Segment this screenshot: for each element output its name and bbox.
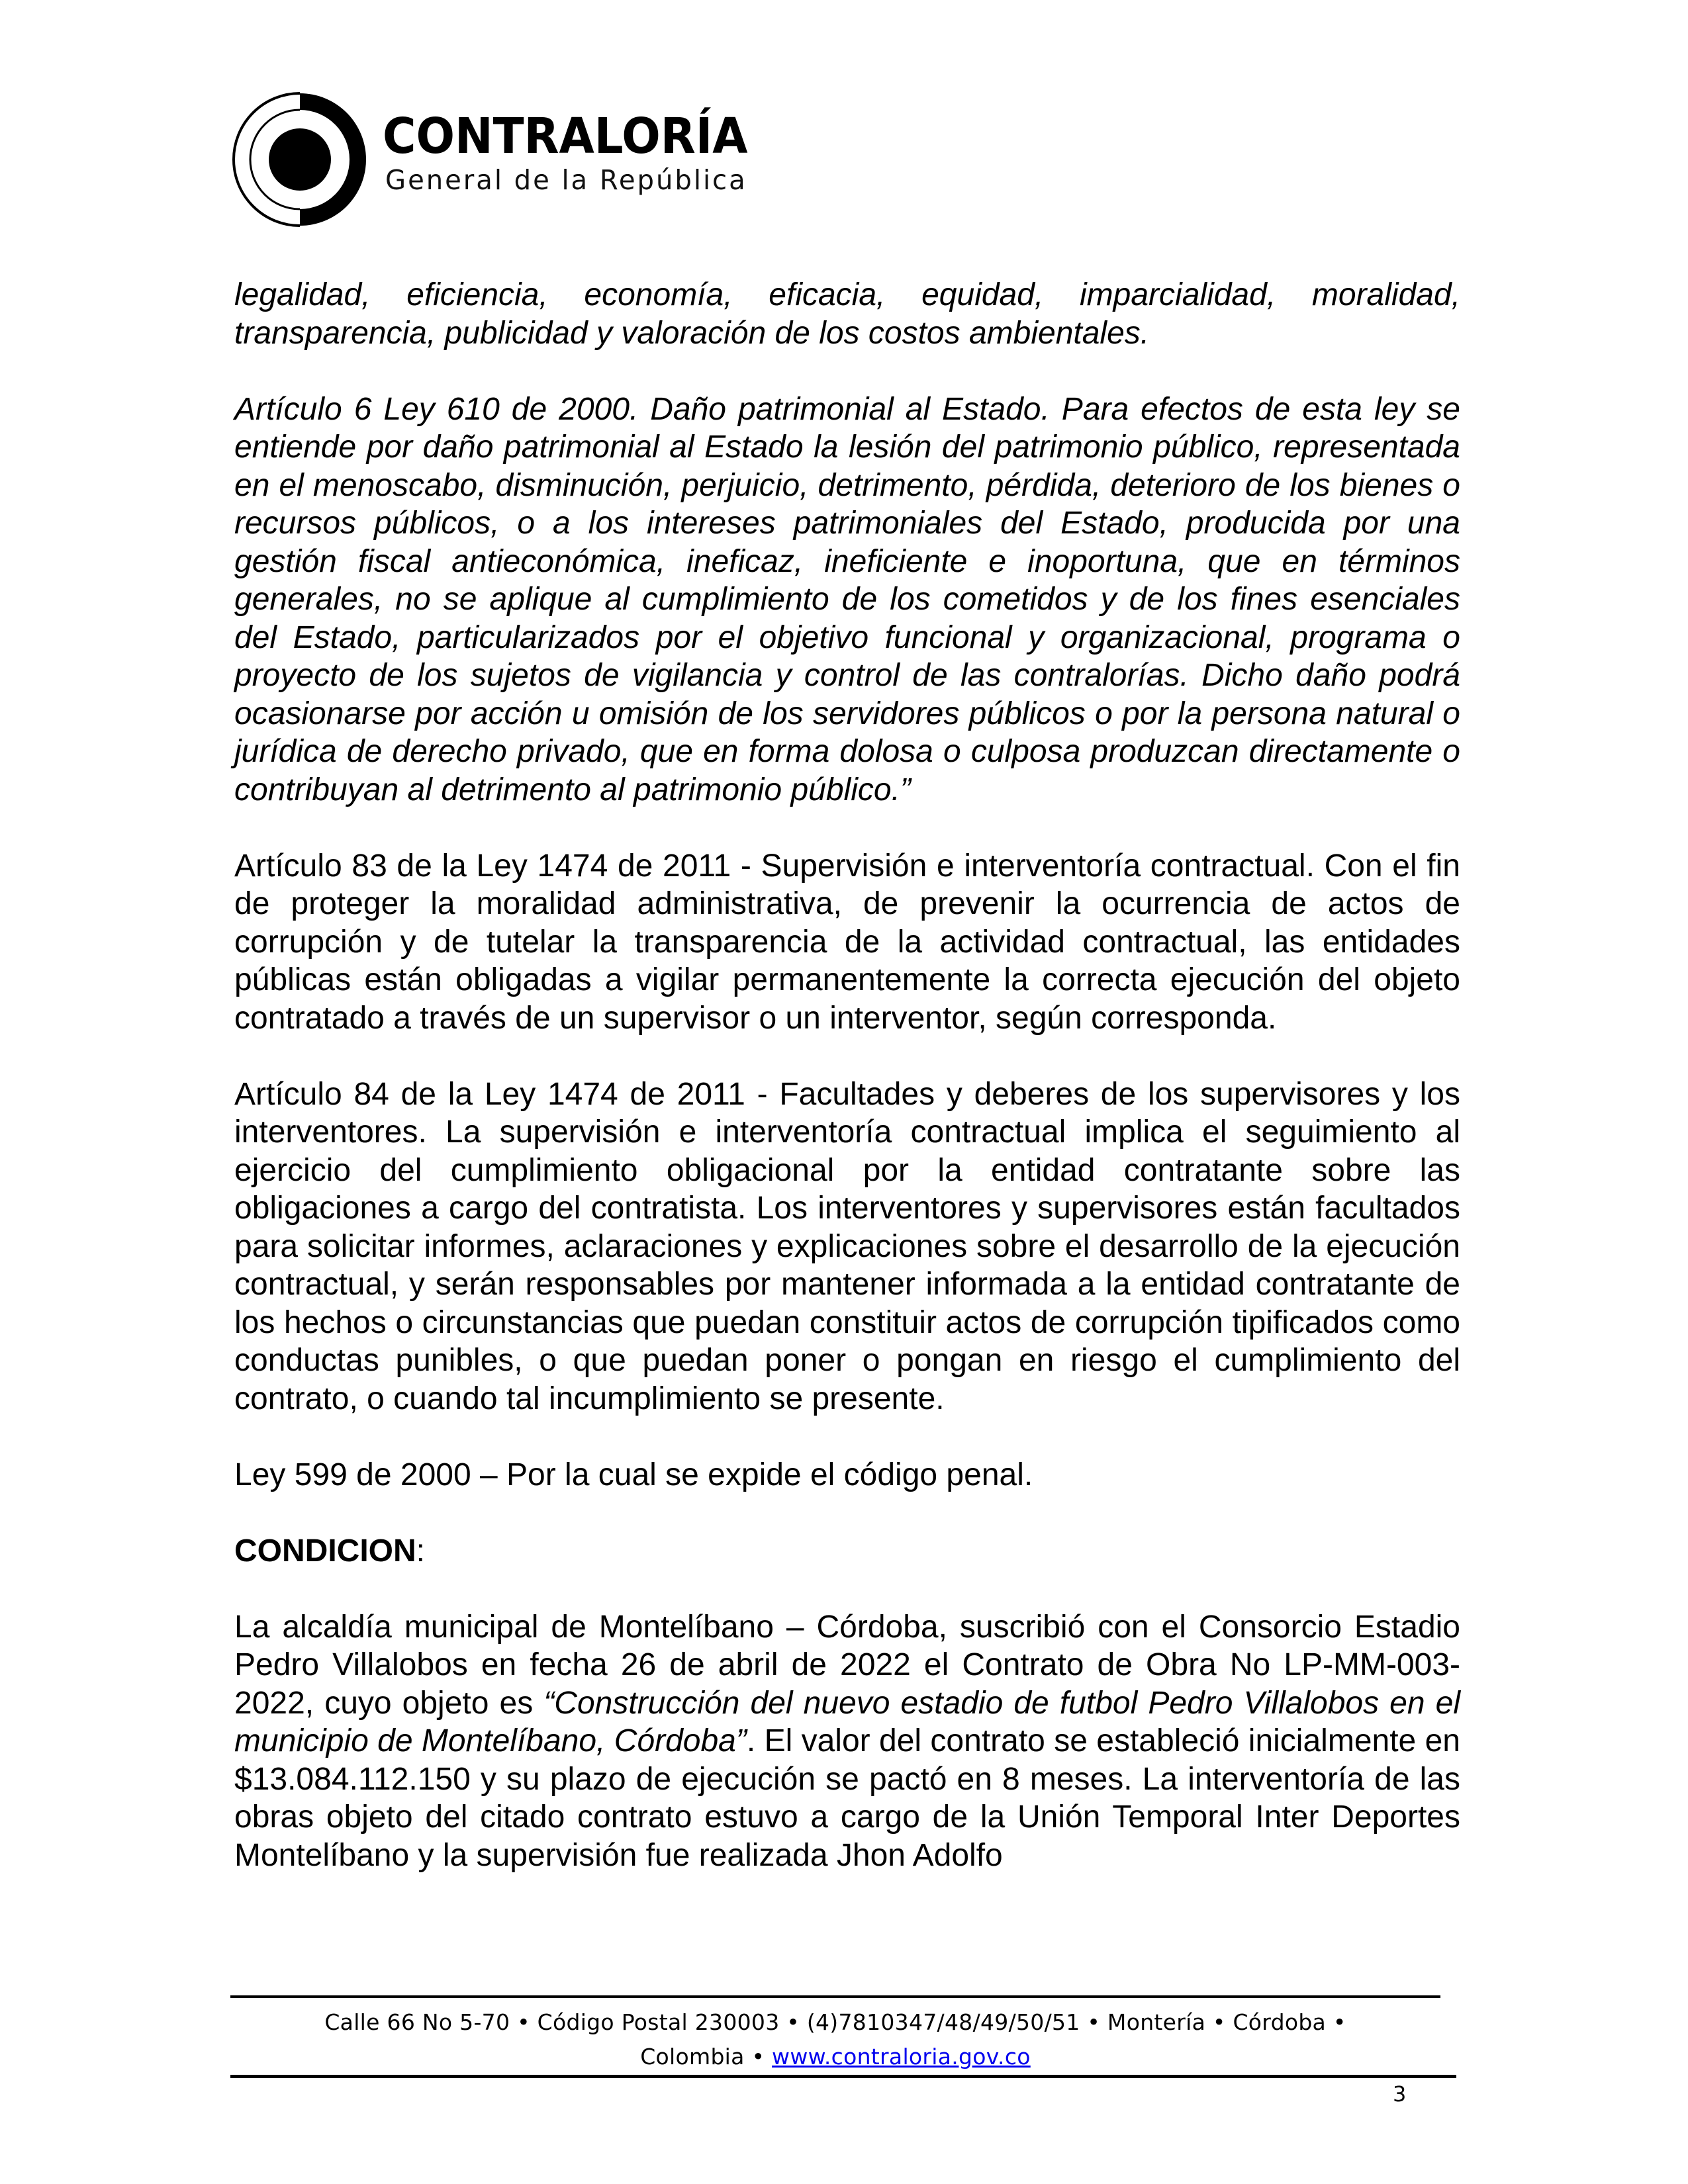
footer-divider-top [230,1995,1440,1998]
footer-country: Colombia • [640,2044,765,2070]
paragraph-principles: legalidad, eficiencia, economía, eficacia, equidad, imparcialidad, moralidad, transparencia, publicidad y valoración de los costos ambientales. [234,277,1460,351]
paragraph-condicion-contract [234,1608,1460,1875]
contract-text-part-3: . El valor del contrato se estableció inicialmente en $13.084.112.150 y su plazo de ejecución se pactó en 8 meses. La interventoría de las obras objeto del citado contrato estuvo a cargo de la Unión Temporal Inter Deportes Montelíbano y la supervisión fue realizada Jhon Adolfo [234,1723,1460,1873]
brand-subtitle: General de la República [385,164,747,196]
paragraph-ley-599: Ley 599 de 2000 – Por la cual se expide el código penal. [234,1457,1033,1492]
concentric-circle-logo-icon [232,91,368,228]
footer-country-line [230,2040,1440,2074]
paragraph-articulo-83-ley-1474: Artículo 83 de la Ley 1474 de 2011 - Supervisión e interventoría contractual. Con el fin de proteger la moralidad administrativa, de prevenir la ocurrencia de actos de corrupción y de tutelar la transparencia de la actividad contractual, las entidades públicas están obligadas a vigilar permanentemente la correcta ejecución del objeto contratado a través de un supervisor o un interventor, según corresponda. [234,848,1460,1036]
paragraph-articulo-6-ley-610: Artículo 6 Ley 610 de 2000. Daño patrimonial al Estado. Para efectos de esta ley se entiende por daño patrimonial al Estado la lesión del patrimonio público, representada en el menoscabo, disminución, perjuicio, detrimento, pérdida, deterioro de los bienes o recursos públicos, o a los intereses patrimoniales del Estado, producida por una gestión fiscal antieconómica, ineficaz, ineficiente e inoportuna, que en términos generales, no se aplique al cumplimiento de los cometidos y de los fines esenciales del Estado, particularizados por el objetivo funcional y organizacional, programa o proyecto de los sujetos de vigilancia y control de las contralorías. Dicho daño podrá ocasionarse por acción u omisión de los servidores públicos o por la persona natural o jurídica de derecho privado, que en forma dolosa o culposa produzcan directamente o contribuyan al detrimento al patrimonio público.” [234,391,1460,807]
contract-object-quote: “Construcción del nuevo estadio de futbol Pedro Villalobos en el municipio de Montelíbano, Córdoba” [234,1685,1461,1758]
footer-address-line: Calle 66 No 5-70 • Código Postal 230003 • (4)7810347/48/49/50/51 • Montería • Córdoba • [324,2009,1346,2035]
section-heading-condicion [234,1532,1460,1570]
website-link[interactable]: www.contraloria.gov.co [772,2044,1031,2070]
page-number: 3 [1393,2081,1407,2107]
contract-text-part-1: La alcaldía municipal de Montelíbano – Córdoba, suscribió con el Consorcio Estadio Pedro Villalobos en fecha 26 de abril de 2022 el Contrato de Obra No LP-MM-003-2022, cuyo objeto es [234,1609,1460,1721]
footer-divider-bottom [230,2075,1456,2078]
footer-address [230,2005,1440,2074]
brand-title: CONTRALORÍA [383,108,748,165]
document-body [234,276,1460,1913]
condicion-colon: : [416,1533,426,1569]
condicion-label: CONDICION [234,1533,416,1569]
paragraph-articulo-84-ley-1474: Artículo 84 de la Ley 1474 de 2011 - Facultades y deberes de los supervisores y los interventores. La supervisión e interventoría contractual implica el seguimiento al ejercicio del cumplimiento obligacional por la entidad contratante sobre las obligaciones a cargo del contratista. Los interventores y supervisores están facultados para solicitar informes, aclaraciones y explicaciones sobre el desarrollo de la ejecución contractual, y serán responsables por mantener informada a la entidad contratante de los hechos o circunstancias que puedan constituir actos de corrupción tipificados como conductas punibles, o que puedan poner o pongan en riesgo el cumplimiento del contrato, o cuando tal incumplimiento se presente. [234,1076,1460,1416]
